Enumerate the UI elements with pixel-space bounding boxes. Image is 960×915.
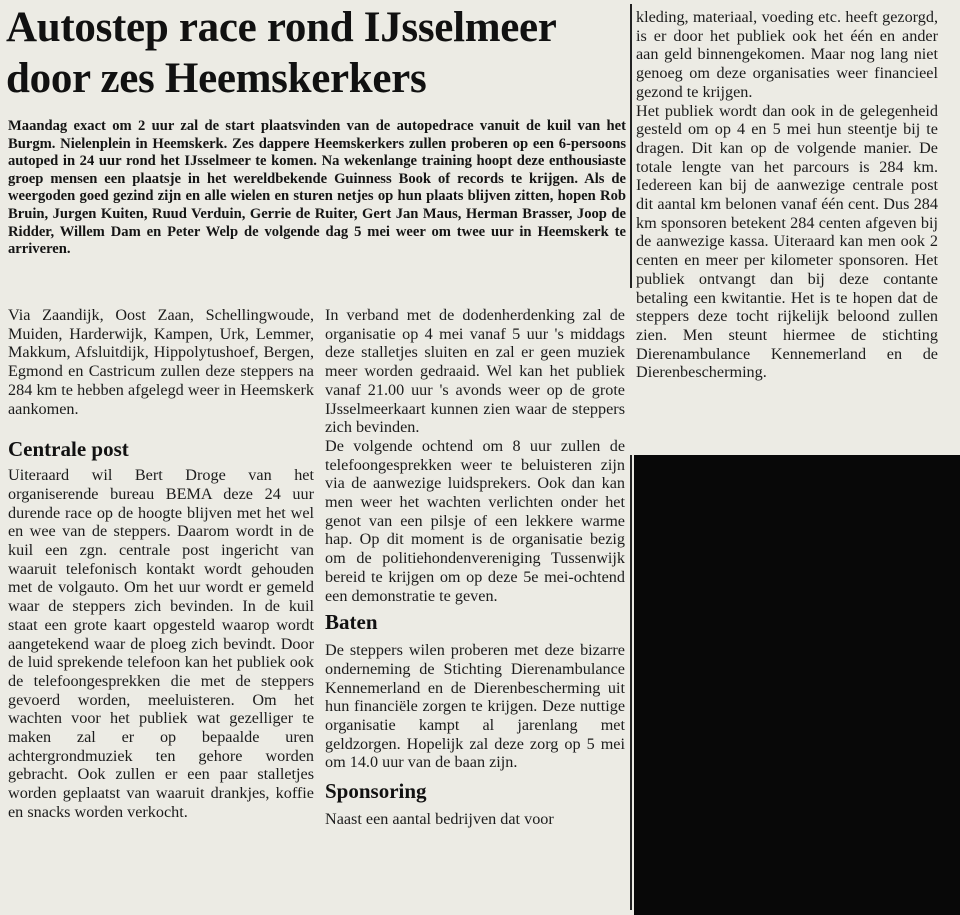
column-3-paragraph-2: Het publiek wordt dan ook in de gelegenheid gesteld om op 4 en 5 mei hun steentje bij te dragen. Dit kan op de volgende manier. De totale lengte van het parcours is 284 km. Iedereen kan bij de aanwezige centrale post dit aantal km belonen vanaf één cent. Dus 284 km sponsoren betekent 284 centen afgeven bij de aanwezige kassa. Uiteraard kan men ook 2 centen en meer per kilometer sponsoren. Het publiek ontvangt dan bij deze contante betaling een kwitantie. Het is te hopen dat de steppers deze tocht rijkelijk beloond zullen zien. Men steunt hiermee de stichting Dierenambulance Kennemerland en de Dierenbescherming. [636, 101, 938, 382]
column-2 [325, 306, 625, 829]
headline-line-1: Autostep race rond IJsselmeer [6, 4, 557, 51]
column-rule-top [630, 4, 632, 288]
heading-baten: Baten [325, 610, 378, 635]
column-3-paragraph-1: kleding, materiaal, voeding etc. heeft gezorgd, is er door het publiek ook het één en ander aan geld binnengekomen. Maar nog lang niet genoeg om deze organisaties weer financieel gezond te krijgen. [636, 8, 938, 101]
column-3 [636, 8, 938, 382]
column-2-paragraph-1: In verband met de dodenherdenking zal de organisatie op 4 mei vanaf 5 uur 's middags deze stalletjes sluiten en zal er geen muziek meer worden gedraaid. Wel kan het publiek vanaf 21.00 uur 's avonds weer op de grote IJsselmeerkaart kunnen zien waar de steppers zich bevinden. [325, 306, 625, 437]
column-1 [8, 306, 314, 822]
headline [6, 2, 631, 104]
black-background-area [634, 455, 960, 915]
headline-line-2: door zes Heemskerkers [6, 55, 427, 102]
heading-centrale-post: Centrale post [8, 437, 129, 462]
column-2-paragraph-3: De steppers wilen proberen met deze bizarre onderneming de Stichting Dierenambulance Kennemerland en de Dierenbescherming uit hun financiële zorgen te krijgen. Deze nuttige organisatie kampt al jarenlang met geldzorgen. Hopelijk zal deze zorg op 5 mei om 14.0 uur van de baan zijn. [325, 641, 625, 772]
column-1-paragraph-2: Uiteraard wil Bert Droge van het organiserende bureau BEMA deze 24 uur durende race op de hoogte blijven met het wel en wee van de steppers. Daarom wordt in de kuil een zgn. centrale post ingericht van waaruit telefonisch kontakt wordt gehouden met de volgauto. Om het uur wordt er gemeld waar de steppers zich bevinden. In de kuil staat een grote kaart opgesteld waarop wordt aangetekend waar de ploeg zich bevindt. Door de luid sprekende telefoon kan het publiek ook de telefoongesprekken die met de steppers gevoerd worden, meeluisteren. Om het wachten voor het publiek wat gezelliger te maken zal er op bepaalde uren achtergrondmuziek ten gehore worden gebracht. Ook zullen er een paar stalletjes worden geplaatst van waaruit drankjes, koffie en snacks worden verkocht. [8, 466, 314, 821]
column-rule-bottom [630, 455, 632, 910]
column-1-paragraph-1: Via Zaandijk, Oost Zaan, Schellingwoude, Muiden, Harderwijk, Kampen, Urk, Lemmer, Makkum, Afsluitdijk, Hippolytushoef, Bergen, Egmond en Castricum zullen deze steppers na 284 km te hebben afgelegd weer in Heemskerk aankomen. [8, 306, 314, 418]
lead-paragraph: Maandag exact om 2 uur zal de start plaatsvinden van de autopedrace vanuit de kuil van het Burgm. Nielenplein in Heemskerk. Zes dappere Heemskerkers zullen proberen op een 6-persoons autoped in 24 uur rond het IJsselmeer te komen. Na wekenlange training hoopt deze enthousiaste groep mensen een plaatsje in het wereldbekende Guinness Book of records te krijgen. Als de weergoden goed gezind zijn en alle wielen en sturen netjes op hun plaats blijven zitten, hopen Rob Bruin, Jurgen Kuiten, Ruud Verduin, Gerrie de Ruiter, Gert Jan Maus, Herman Brasser, Joop de Ridder, Willem Dam en Peter Welp de volgende dag 5 mei weer om twee uur in Heemskerk te arriveren. [8, 118, 626, 258]
column-2-paragraph-2: De volgende ochtend om 8 uur zullen de telefoongesprekken weer te beluisteren zijn via de aanwezige luidsprekers. Ook dan kan men weer het wachten verlichten onder het genot van een pilsje of een lekkere warme hap. Op dit moment is de organisatie bezig om de politiehondenvereniging Tussenwijk bereid te krijgen om op deze 5e mei-ochtend een demonstratie te geven. [325, 436, 625, 605]
column-2-paragraph-4: Naast een aantal bedrijven dat voor [325, 810, 554, 829]
heading-sponsoring: Sponsoring [325, 779, 427, 804]
